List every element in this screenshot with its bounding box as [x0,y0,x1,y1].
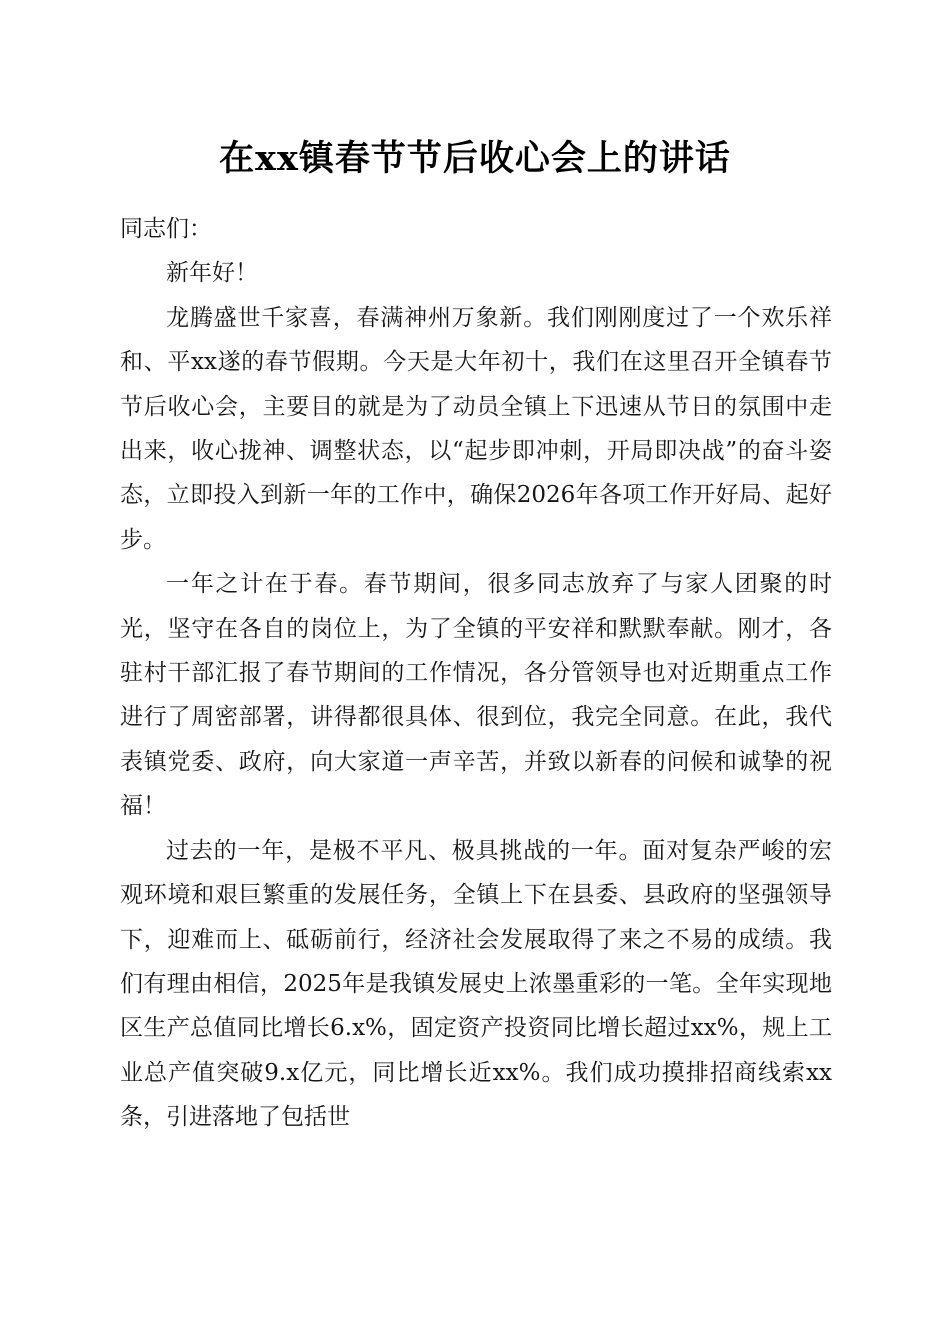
paragraph-review: 过去的一年，是极不平凡、极具挑战的一年。面对复杂严峻的宏观环境和艰巨繁重的发展任务，全镇上下在县委、县政府的坚强领导下，迎难而上、砥砺前行，经济社会发展取得了来之不易的成绩。我们有理由相信，2025年是我镇发展史上浓墨重彩的一笔。全年实现地区生产总值同比增长6.x%，固定资产投资同比增长超过xx%，规上工业总产值突破9.x亿元，同比增长近xx%。我们成功摸排招商线索xx条，引进落地了包括世 [120,837,832,1131]
salutation: 同志们： [120,216,212,242]
document-body [120,207,832,1140]
paragraph-greeting: 新年好！ [166,260,258,287]
paragraph-intro: 龙腾盛世千家喜，春满神州万象新。我们刚刚度过了一个欢乐祥和、平xx遂的春节假期。今天是大年初十，我们在这里召开全镇春节节后收心会，主要目的就是为了动员全镇上下迅速从节日的氛围中走出来，收心拢神、调整状态，以“起步即冲刺，开局即决战”的奋斗姿态，立即投入到新一年的工作中，确保2026年各项工作开好局、起好步。 [120,304,832,553]
document-title: 在xx镇春节节后收心会上的讲话 [219,138,731,179]
paragraph-thanks: 一年之计在于春。春节期间，很多同志放弃了与家人团聚的时光，坚守在各自的岗位上，为了全镇的平安祥和默默奉献。刚才，各驻村干部汇报了春节期间的工作情况，各分管领导也对近期重点工作进行了周密部署，讲得都很具体、很到位，我完全同意。在此，我代表镇党委、政府，向大家道一声辛苦，并致以新春的问候和诚挚的祝福！ [120,571,832,820]
